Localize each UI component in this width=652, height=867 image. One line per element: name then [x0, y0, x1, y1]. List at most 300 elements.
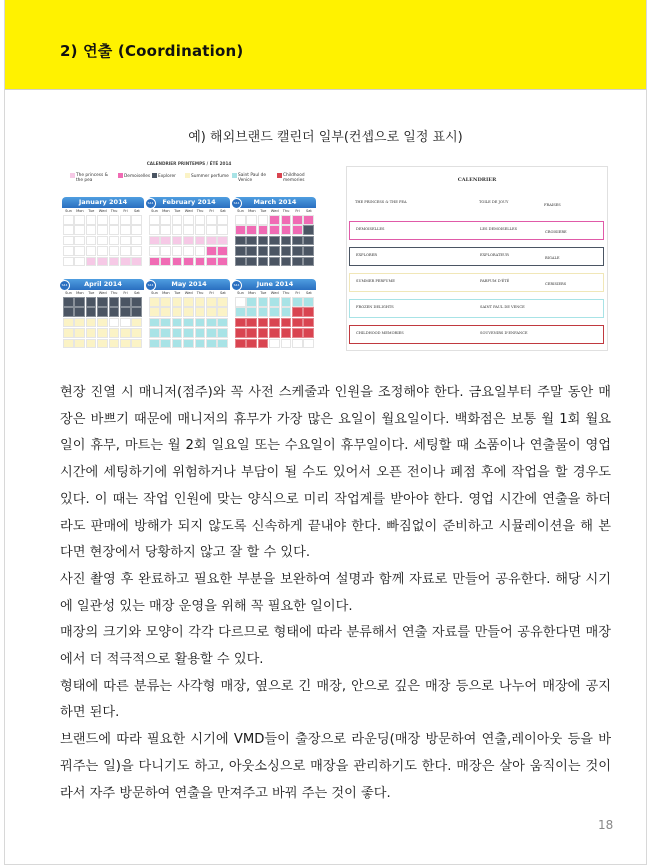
- day-cell: [63, 215, 74, 225]
- day-cell: [246, 297, 257, 307]
- weekday-label: Mon: [162, 291, 170, 295]
- day-cell: [63, 318, 74, 328]
- legend-swatch: [152, 173, 157, 178]
- paragraph: 형태에 따른 분류는 사각형 매장, 옆으로 긴 매장, 안으로 깊은 매장 등으로 나누어 매장에 공지하면 된다.: [60, 678, 611, 721]
- day-cell: [74, 215, 85, 225]
- day-cell: [74, 318, 85, 328]
- weekday-label: Thu: [196, 291, 204, 295]
- day-cell: [131, 328, 142, 338]
- day-cell: [86, 246, 97, 256]
- day-cell: [258, 328, 269, 338]
- legend-label: Childhood memories: [283, 173, 305, 183]
- day-cell: [269, 215, 280, 225]
- page-number: 18: [598, 818, 614, 832]
- weekday-label: Sun: [237, 209, 244, 213]
- day-cell: [149, 246, 160, 256]
- weekday-label: Mon: [248, 209, 256, 213]
- section-banner: [5, 0, 646, 89]
- weekday-label: Thu: [196, 209, 204, 213]
- day-cell: [258, 225, 269, 235]
- day-cell: [131, 236, 142, 246]
- day-cell: [258, 236, 269, 246]
- day-cell: [292, 318, 303, 328]
- day-cell: [292, 297, 303, 307]
- day-cell: [86, 225, 97, 235]
- day-cell: [246, 246, 257, 256]
- day-cell: [109, 246, 120, 256]
- day-cell: [281, 297, 292, 307]
- day-cell: [183, 215, 194, 225]
- weekday-label: Sun: [65, 209, 72, 213]
- day-cell: [172, 297, 183, 307]
- month-title: March 2014: [234, 197, 316, 208]
- day-cell: [74, 246, 85, 256]
- day-cell: [235, 297, 246, 307]
- day-cell: [120, 339, 131, 349]
- paragraph: 브랜드에 따라 필요한 시기에 VMD들이 출장으로 라운딩(매장 방문하여 연출,레이아웃 등을 바꿔주는 일)을 다니기도 하고, 아웃소싱으로 매장을 관리하기도 한다. 매장은 살아 움직이는 것이라서 자주 방문하여 연출을 만져주고 바꿔 주는 것이 좋다.: [60, 732, 611, 801]
- month-badge: S44: [231, 280, 242, 291]
- legend-entry: [152, 173, 176, 179]
- day-cell: [131, 225, 142, 235]
- calendar-list-text: DEMOISELLES: [356, 227, 385, 231]
- day-cell: [303, 318, 314, 328]
- day-cell: [195, 257, 206, 267]
- calendar-image-left: [60, 157, 318, 351]
- day-cell: [303, 225, 314, 235]
- day-cell: [97, 318, 108, 328]
- day-cell: [97, 339, 108, 349]
- calendar-list-text: CERISIERS: [545, 282, 567, 286]
- weekday-label: Thu: [282, 291, 290, 295]
- day-cell: [183, 307, 194, 317]
- day-cell: [160, 225, 171, 235]
- calendar-list-row: [349, 299, 604, 318]
- day-cell: [235, 318, 246, 328]
- calendar-list-text: EXPLORATEUR: [480, 253, 509, 257]
- weekday-label: Tue: [88, 209, 95, 213]
- calendar-list-text: LES DEMOISELLES: [480, 227, 518, 231]
- calendar-list-text: THE PRINCESS & THE PEA: [355, 200, 407, 204]
- day-cell: [258, 307, 269, 317]
- day-cell: [269, 328, 280, 338]
- day-cell: [120, 215, 131, 225]
- day-cell: [235, 225, 246, 235]
- legend-swatch: [277, 173, 282, 178]
- day-cell: [109, 215, 120, 225]
- day-cell: [206, 225, 217, 235]
- day-cell: [281, 246, 292, 256]
- day-cell: [131, 297, 142, 307]
- calendar-list-title: CALENDRIER: [457, 177, 497, 183]
- calendar-list-text: EXPLORER: [356, 253, 377, 257]
- day-cell: [195, 328, 206, 338]
- day-cell: [206, 328, 217, 338]
- day-cell: [258, 318, 269, 328]
- day-cell: [269, 236, 280, 246]
- day-cell: [86, 297, 97, 307]
- legend-swatch: [185, 173, 190, 178]
- day-cell: [303, 297, 314, 307]
- day-cell: [235, 307, 246, 317]
- weekday-label: Sat: [133, 209, 140, 213]
- calendar-list-text: TOILE DE JOUY: [479, 200, 509, 204]
- day-cell: [120, 246, 131, 256]
- document-page: [4, 0, 647, 865]
- paragraph: 매장의 크기와 모양이 각각 다르므로 형태에 따라 분류해서 연출 자료를 만들어 공유한다면 매장에서 더 적극적으로 활용할 수 있다.: [60, 625, 611, 668]
- calendar-list-text: SOUVENIRS D'ENFANCE: [480, 331, 528, 335]
- day-cell: [86, 318, 97, 328]
- day-cell: [172, 339, 183, 349]
- weekday-label: Thu: [282, 209, 290, 213]
- day-cell: [74, 328, 85, 338]
- day-cell: [172, 225, 183, 235]
- calendar-month: [148, 197, 230, 269]
- day-cell: [258, 215, 269, 225]
- day-cell: [160, 318, 171, 328]
- legend-swatch: [118, 173, 123, 178]
- month-badge: S44: [145, 198, 156, 209]
- day-cell: [172, 318, 183, 328]
- day-cell: [172, 236, 183, 246]
- month-title: June 2014: [234, 279, 316, 290]
- day-cell: [281, 257, 292, 267]
- calendar-title: CALENDRIER PRINTEMPS / ÉTÉ 2014: [146, 161, 232, 166]
- day-cell: [63, 297, 74, 307]
- day-cell: [217, 246, 228, 256]
- weekday-label: Fri: [295, 291, 300, 295]
- calendar-month: [234, 279, 316, 351]
- day-cell: [217, 339, 228, 349]
- day-cell: [120, 297, 131, 307]
- day-cell: [63, 307, 74, 317]
- weekday-label: Sun: [151, 291, 158, 295]
- weekday-label: Mon: [76, 209, 84, 213]
- day-cell: [149, 257, 160, 267]
- day-cell: [160, 236, 171, 246]
- day-cell: [195, 339, 206, 349]
- calendar-list-text: SUMMER PERFUME: [356, 279, 395, 283]
- day-cell: [246, 307, 257, 317]
- day-cell: [246, 257, 257, 267]
- day-cell: [149, 236, 160, 246]
- legend-label: Summer perfume: [191, 174, 229, 179]
- day-cell: [74, 339, 85, 349]
- day-cell: [269, 339, 280, 349]
- day-cell: [246, 318, 257, 328]
- day-cell: [149, 318, 160, 328]
- day-cell: [269, 246, 280, 256]
- day-cell: [63, 236, 74, 246]
- day-cell: [269, 307, 280, 317]
- day-cell: [120, 236, 131, 246]
- day-cell: [131, 246, 142, 256]
- month-title: February 2014: [148, 197, 230, 208]
- day-cell: [258, 297, 269, 307]
- weekday-label: Sat: [305, 291, 312, 295]
- day-cell: [97, 307, 108, 317]
- day-grid: [235, 297, 315, 349]
- day-cell: [292, 225, 303, 235]
- day-cell: [97, 328, 108, 338]
- day-cell: [206, 339, 217, 349]
- day-cell: [86, 328, 97, 338]
- day-cell: [235, 339, 246, 349]
- day-cell: [235, 215, 246, 225]
- day-cell: [172, 257, 183, 267]
- day-cell: [160, 328, 171, 338]
- day-cell: [74, 225, 85, 235]
- calendar-list-text: CROISIERE: [545, 230, 567, 234]
- day-grid: [235, 215, 315, 267]
- day-cell: [172, 328, 183, 338]
- day-cell: [281, 318, 292, 328]
- day-cell: [195, 297, 206, 307]
- day-grid: [63, 215, 143, 267]
- calendar-legend: [62, 173, 316, 193]
- weekday-label: Wed: [270, 291, 279, 295]
- day-cell: [303, 257, 314, 267]
- day-cell: [160, 246, 171, 256]
- day-cell: [206, 297, 217, 307]
- day-cell: [281, 236, 292, 246]
- day-cell: [235, 257, 246, 267]
- day-cell: [269, 225, 280, 235]
- legend-swatch: [232, 173, 237, 178]
- day-cell: [206, 236, 217, 246]
- weekday-label: Wed: [98, 209, 107, 213]
- weekday-label: Tue: [174, 291, 181, 295]
- day-cell: [183, 318, 194, 328]
- day-cell: [217, 328, 228, 338]
- day-cell: [183, 328, 194, 338]
- day-cell: [258, 339, 269, 349]
- day-cell: [74, 307, 85, 317]
- weekday-label: Fri: [209, 209, 214, 213]
- day-cell: [120, 307, 131, 317]
- day-cell: [74, 297, 85, 307]
- day-cell: [292, 257, 303, 267]
- legend-entry: [185, 173, 229, 179]
- day-cell: [86, 215, 97, 225]
- day-cell: [292, 328, 303, 338]
- day-cell: [269, 318, 280, 328]
- day-cell: [109, 328, 120, 338]
- calendar-list-row: [349, 221, 604, 240]
- month-title: April 2014: [62, 279, 144, 290]
- day-cell: [109, 225, 120, 235]
- month-badge: S44: [145, 280, 156, 291]
- day-cell: [120, 225, 131, 235]
- weekday-label: Sat: [219, 291, 226, 295]
- day-cell: [109, 339, 120, 349]
- day-cell: [131, 307, 142, 317]
- day-cell: [160, 307, 171, 317]
- day-cell: [195, 307, 206, 317]
- legend-label: The princess & the pea: [76, 173, 108, 183]
- day-cell: [303, 328, 314, 338]
- day-cell: [97, 236, 108, 246]
- day-cell: [206, 246, 217, 256]
- day-grid: [149, 297, 229, 349]
- day-cell: [86, 257, 97, 267]
- paragraph: 사진 촬영 후 완료하고 필요한 부분을 보완하여 설명과 함께 자료로 만들어 공유한다. 해당 시기에 일관성 있는 매장 운영을 위해 꼭 필요한 일이다.: [60, 571, 611, 614]
- day-cell: [183, 236, 194, 246]
- day-cell: [183, 339, 194, 349]
- day-cell: [235, 328, 246, 338]
- day-cell: [246, 215, 257, 225]
- day-cell: [63, 328, 74, 338]
- calendar-month: [62, 197, 144, 269]
- day-cell: [281, 328, 292, 338]
- day-cell: [206, 257, 217, 267]
- month-title: January 2014: [62, 197, 144, 208]
- calendar-list-row: [349, 195, 604, 214]
- day-cell: [63, 225, 74, 235]
- day-cell: [131, 339, 142, 349]
- legend-label: Explorer: [158, 174, 176, 179]
- day-cell: [217, 225, 228, 235]
- day-cell: [281, 339, 292, 349]
- section-title: 2) 연출 (Coordination): [60, 42, 244, 60]
- day-cell: [86, 339, 97, 349]
- day-cell: [149, 328, 160, 338]
- day-cell: [303, 215, 314, 225]
- banner-divider: [5, 89, 646, 90]
- weekday-label: Sun: [237, 291, 244, 295]
- weekday-label: Wed: [184, 209, 193, 213]
- day-cell: [303, 307, 314, 317]
- calendar-list-text: CHILDHOOD MEMORIES: [356, 331, 404, 335]
- day-cell: [160, 297, 171, 307]
- weekday-label: Sat: [219, 209, 226, 213]
- weekday-label: Wed: [98, 291, 107, 295]
- calendar-month: [148, 279, 230, 351]
- day-cell: [172, 307, 183, 317]
- legend-swatch: [70, 173, 75, 178]
- weekday-label: Fri: [123, 209, 128, 213]
- day-cell: [195, 215, 206, 225]
- day-cell: [183, 297, 194, 307]
- day-cell: [63, 246, 74, 256]
- calendar-month: [234, 197, 316, 269]
- weekday-label: Sun: [65, 291, 72, 295]
- weekday-label: Fri: [295, 209, 300, 213]
- weekday-label: Thu: [110, 291, 118, 295]
- day-cell: [292, 339, 303, 349]
- day-cell: [63, 339, 74, 349]
- calendar-list-text: FROZEN DELIGHTS: [356, 305, 394, 309]
- legend-entry: [70, 173, 112, 183]
- day-cell: [131, 257, 142, 267]
- day-cell: [292, 215, 303, 225]
- calendar-list-row: [349, 325, 604, 344]
- figure-caption: 예) 해외브랜드 캘린더 일부(컨셉으로 일정 표시): [188, 130, 463, 145]
- day-cell: [258, 257, 269, 267]
- legend-entry: [118, 173, 150, 179]
- day-cell: [303, 236, 314, 246]
- weekday-label: Wed: [270, 209, 279, 213]
- day-cell: [160, 339, 171, 349]
- day-cell: [131, 215, 142, 225]
- day-cell: [149, 307, 160, 317]
- day-cell: [74, 257, 85, 267]
- calendar-list-text: PARFUM D'ÉTÉ: [480, 279, 510, 283]
- day-cell: [217, 257, 228, 267]
- day-cell: [109, 318, 120, 328]
- day-cell: [235, 246, 246, 256]
- day-cell: [269, 297, 280, 307]
- day-cell: [63, 257, 74, 267]
- day-cell: [86, 307, 97, 317]
- day-cell: [246, 236, 257, 246]
- day-cell: [246, 328, 257, 338]
- paragraph: 현장 진열 시 매니저(점주)와 꼭 사전 스케줄과 인원을 조정해야 한다. 금요일부터 주말 동안 매장은 바쁘기 때문에 매니저의 휴무가 가장 많은 요일이 월요일이다. 백화점은 보통 월 1회 월요일이 휴무, 마트는 월 2회 일요일 또는 수요일이 휴무일이다. 세팅할 때 소품이나 연출물이 영업시간에 세팅하기에 위험하거나 부담이 될 수도 있어서 오픈 전이나 폐점 후에 작업을 할 경우도 있다. 이 때는 작업 인원에 맞는 양식으로 미리 작업계를 받아야 한다. 영업 시간에 연출을 하더라도 판매에 방해가 되지 않도록 신속하게 끝내야 한다. 빠짐없이 준비하고 시뮬레이션을 해 본다면 현장에서 당황하지 않고 잘 할 수 있다.: [60, 385, 612, 561]
- weekday-label: Sat: [305, 209, 312, 213]
- day-cell: [183, 257, 194, 267]
- day-cell: [97, 225, 108, 235]
- day-cell: [172, 215, 183, 225]
- weekday-label: Tue: [260, 209, 267, 213]
- weekday-label: Tue: [174, 209, 181, 213]
- weekday-label: Mon: [76, 291, 84, 295]
- day-cell: [258, 246, 269, 256]
- day-cell: [217, 297, 228, 307]
- weekday-label: Sat: [133, 291, 140, 295]
- month-badge: S44: [60, 280, 70, 291]
- legend-label: Saint Paul de Venice: [238, 173, 267, 183]
- day-cell: [149, 225, 160, 235]
- day-cell: [183, 225, 194, 235]
- month-badge: S44: [231, 198, 242, 209]
- day-cell: [97, 246, 108, 256]
- day-cell: [97, 297, 108, 307]
- day-cell: [246, 339, 257, 349]
- day-cell: [281, 307, 292, 317]
- day-grid: [149, 215, 229, 267]
- body-text: [60, 380, 611, 807]
- day-cell: [120, 318, 131, 328]
- day-cell: [292, 307, 303, 317]
- day-cell: [109, 297, 120, 307]
- day-cell: [246, 225, 257, 235]
- day-grid: [63, 297, 143, 349]
- day-cell: [195, 225, 206, 235]
- day-cell: [217, 215, 228, 225]
- day-cell: [149, 215, 160, 225]
- weekday-label: Mon: [162, 209, 170, 213]
- calendar-list-text: BIGALE: [545, 256, 560, 260]
- day-cell: [120, 328, 131, 338]
- day-cell: [183, 246, 194, 256]
- calendar-image-right: [346, 166, 608, 351]
- weekday-label: Tue: [88, 291, 95, 295]
- day-cell: [195, 246, 206, 256]
- calendar-list-row: [349, 273, 604, 292]
- day-cell: [149, 297, 160, 307]
- legend-entry: [232, 173, 274, 183]
- legend-entry: [277, 173, 318, 183]
- day-cell: [281, 215, 292, 225]
- day-cell: [109, 236, 120, 246]
- day-cell: [217, 236, 228, 246]
- weekday-label: Wed: [184, 291, 193, 295]
- day-cell: [217, 318, 228, 328]
- day-cell: [292, 246, 303, 256]
- day-cell: [86, 236, 97, 246]
- calendar-list-text: FRAISES: [544, 203, 561, 207]
- month-title: May 2014: [148, 279, 230, 290]
- day-cell: [74, 236, 85, 246]
